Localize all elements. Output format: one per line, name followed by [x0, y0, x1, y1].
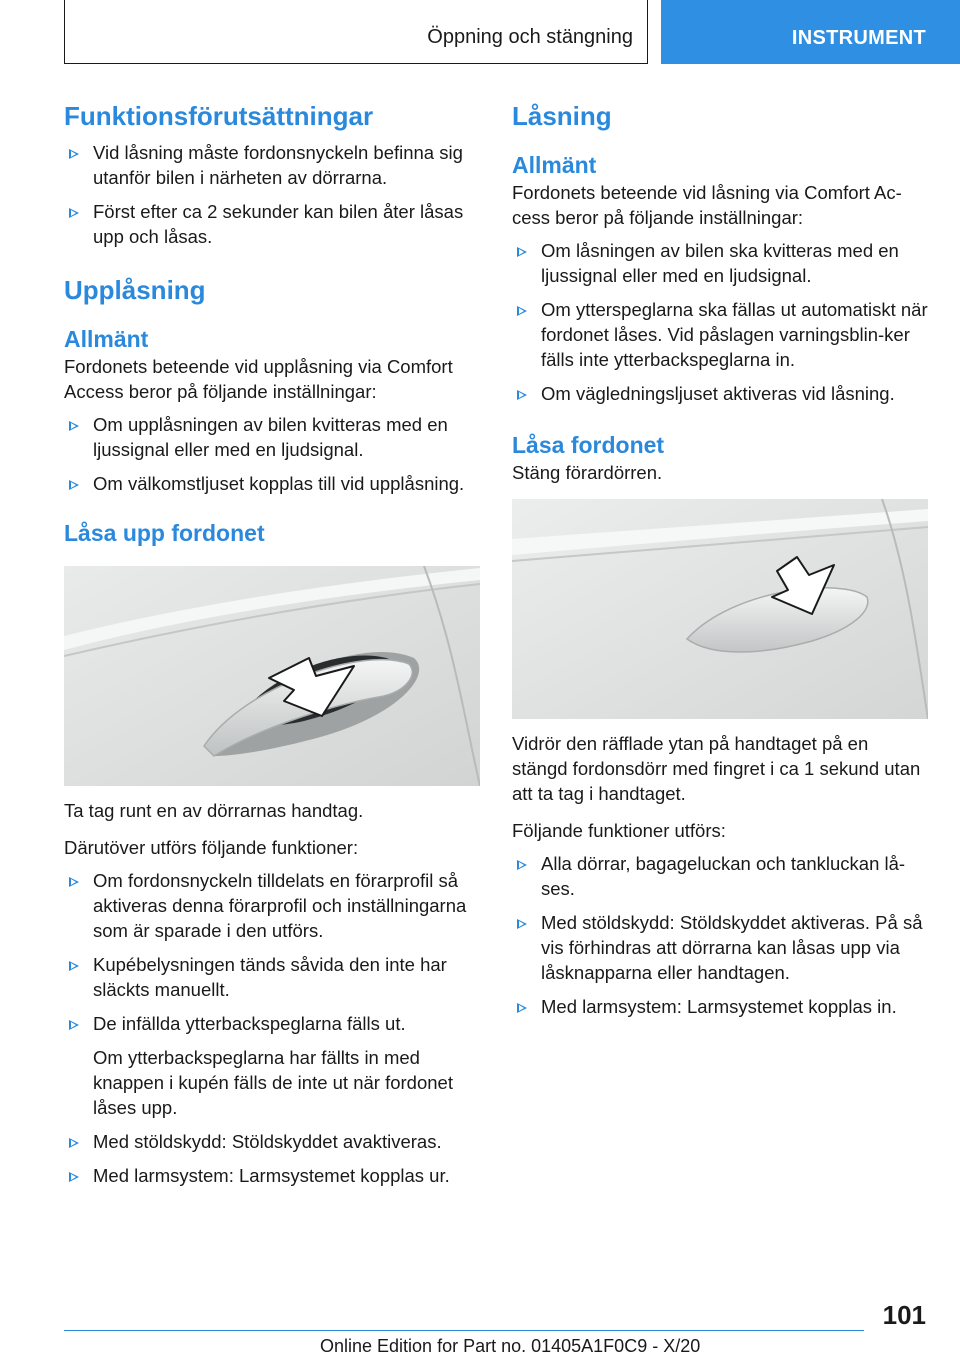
triangle-bullet-icon	[517, 247, 527, 257]
triangle-bullet-icon	[69, 208, 79, 218]
heading-general: Allmänt	[64, 326, 149, 352]
triangle-bullet-icon	[69, 1020, 79, 1030]
lock-settings-list	[512, 238, 928, 406]
heading-lock-vehicle: Låsa fordonet	[512, 432, 665, 458]
triangle-bullet-icon	[69, 1138, 79, 1148]
list-item: Om vägledningsljuset aktiveras vid låsning.	[512, 381, 928, 406]
touch-instruction: Vidrör den räfflade ytan på handtaget på en stängd fordonsdörr med fingret i ca 1 sekund utan att ta tag i handtaget.	[512, 733, 921, 804]
list-item: De infällda ytterbackspeglarna fälls ut. Om ytterbackspeglarna har fällts in med knappen i kupén fälls de inte ut när fordonet låses upp.	[64, 1011, 480, 1120]
heading-general-right: Allmänt	[512, 152, 597, 178]
list-item: Alla dörrar, bagageluckan och tankluckan lå-ses.	[512, 851, 928, 901]
list-item: Om upplåsningen av bilen kvitteras med en ljussignal eller med en ljudsignal.	[64, 412, 480, 462]
heading-unlocking: Upplåsning	[64, 275, 206, 305]
functions-intro-right: Följande funktioner utförs:	[512, 820, 726, 841]
section-title: INSTRUMENT	[791, 27, 926, 49]
door-handle-lock-photo	[512, 499, 928, 719]
footer-divider	[64, 1330, 864, 1331]
triangle-bullet-icon	[69, 480, 79, 490]
general-text: Fordonets beteende vid upplåsning via Comfort Access beror på följande inställningar:	[64, 356, 453, 402]
triangle-bullet-icon	[69, 877, 79, 887]
triangle-bullet-icon	[517, 306, 527, 316]
list-item: Kupébelysningen tänds såvida den inte har släckts manuellt.	[64, 952, 480, 1002]
left-column	[64, 100, 480, 1188]
list-item: Om fordonsnyckeln tilldelats en förarprofil så aktiveras denna förarprofil och inställningarna som är sparade i den utförs.	[64, 868, 480, 943]
triangle-bullet-icon	[69, 1172, 79, 1182]
chapter-tab	[64, 0, 648, 64]
mirror-note: Om ytterbackspeglarna har fällts in med knappen i kupén fälls de inte ut när fordonet låses upp.	[93, 1047, 453, 1118]
triangle-bullet-icon	[517, 919, 527, 929]
list-item: Vid låsning måste fordonsnyckeln befinna sig utanför bilen i närheten av dörrarna.	[64, 140, 480, 190]
list-item: Om låsningen av bilen ska kvitteras med en ljussignal eller med en ljudsignal.	[512, 238, 928, 288]
edition-text: Online Edition for Part no. 01405A1F0C9 - X/20	[320, 1336, 701, 1356]
heading-functional-requirements: Funktionsförutsättningar	[64, 101, 374, 131]
close-door-text: Stäng förardörren.	[512, 462, 663, 483]
triangle-bullet-icon	[517, 390, 527, 400]
functions-list	[64, 868, 480, 1188]
list-item: Med larmsystem: Larmsystemet kopplas ur.	[64, 1163, 480, 1188]
chapter-title: Öppning och stängning	[427, 26, 633, 48]
triangle-bullet-icon	[517, 1003, 527, 1013]
triangle-bullet-icon	[69, 961, 79, 971]
triangle-bullet-icon	[69, 149, 79, 159]
section-tab	[661, 0, 960, 64]
door-handle-unlock-photo	[64, 566, 480, 786]
settings-list	[64, 412, 480, 496]
requirements-list	[64, 140, 480, 249]
list-item: Med stöldskydd: Stöldskyddet aktiveras. På så vis förhindras att dörrarna kan låsas upp via låsknapparna eller handtagen.	[512, 910, 928, 985]
grip-instruction: Ta tag runt en av dörrarnas handtag.	[64, 800, 364, 821]
triangle-bullet-icon	[69, 421, 79, 431]
list-item: Först efter ca 2 sekunder kan bilen åter låsas upp och låsas.	[64, 199, 480, 249]
list-item: Om ytterspeglarna ska fällas ut automatiskt när fordonet låses. Vid påslagen varningsblin-ker fälls inte ytterbackspeglarna in.	[512, 297, 928, 372]
general-text-right: Fordonets beteende vid låsning via Comfort Ac-cess beror på följande inställningar:	[512, 182, 902, 228]
triangle-bullet-icon	[517, 860, 527, 870]
page-number: 101	[882, 1300, 926, 1330]
heading-unlock-vehicle: Låsa upp fordonet	[64, 520, 265, 546]
list-item: Om välkomstljuset kopplas till vid upplåsning.	[64, 471, 480, 496]
functions-intro: Därutöver utförs följande funktioner:	[64, 837, 359, 858]
list-item: Med stöldskydd: Stöldskyddet avaktiveras.	[64, 1129, 480, 1154]
list-item: Med larmsystem: Larmsystemet kopplas in.	[512, 994, 928, 1019]
right-column	[512, 100, 928, 1019]
lock-functions-list	[512, 851, 928, 1019]
heading-locking: Låsning	[512, 101, 612, 131]
